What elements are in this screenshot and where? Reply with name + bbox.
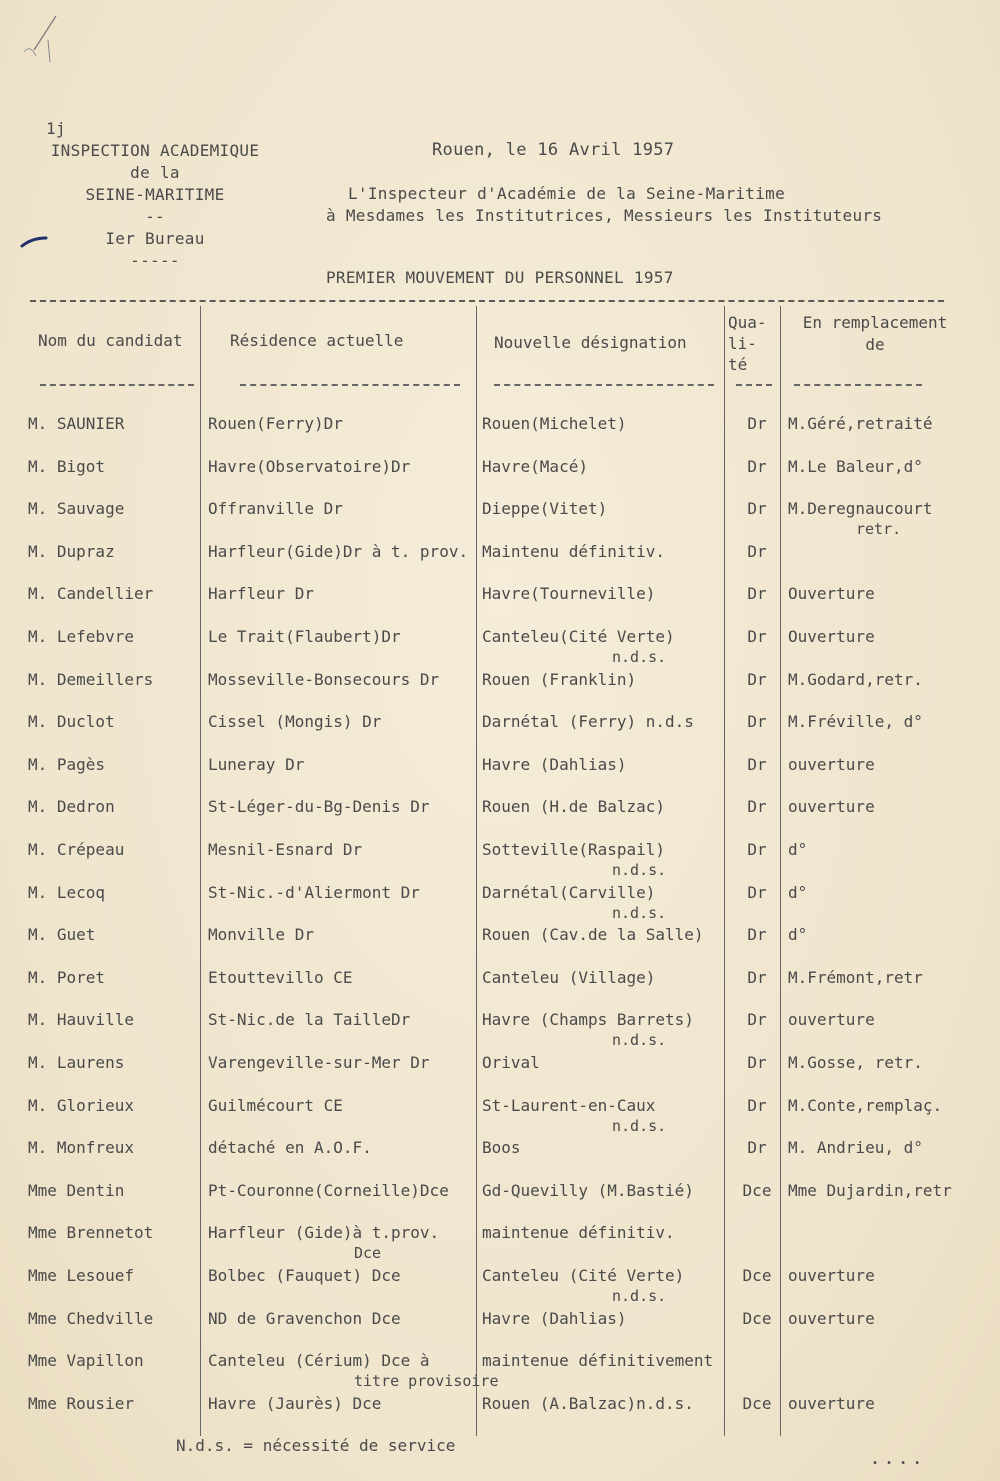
current-residence: détaché en A.O.F. (208, 1138, 372, 1158)
top-rule (30, 300, 944, 302)
candidate-name: M. Hauville (28, 1010, 134, 1030)
new-assignment: Boos (482, 1138, 521, 1158)
replacement: M. Andrieu, d° (788, 1138, 923, 1158)
table-row (24, 457, 980, 499)
personnel-table (24, 296, 980, 1436)
table-row (24, 1351, 980, 1393)
reference-code: 1j (46, 119, 66, 138)
table-row (24, 1096, 980, 1138)
current-residence: Havre (Jaurès) Dce (208, 1393, 382, 1413)
candidate-name: M. Pagès (28, 754, 106, 774)
current-residence: Luneray Dr (208, 754, 305, 774)
header-underline (736, 384, 772, 386)
current-residence: Havre(Observatoire)Dr (208, 456, 411, 476)
candidate-name: M. Demeillers (28, 669, 154, 689)
quality: Dr (747, 1138, 767, 1158)
replacement: M.Godard,retr. (788, 669, 923, 689)
quality: Dr (747, 541, 767, 561)
quality: Dr (747, 882, 767, 902)
candidate-name: M. Lefebvre (28, 627, 134, 646)
table-row (24, 925, 980, 967)
candidate-name: Mme Dentin (28, 1180, 125, 1200)
candidate-name: Mme Lesouef (28, 1266, 134, 1285)
replacement: Mme Dujardin,retr (788, 1180, 952, 1200)
quality: Dr (747, 925, 767, 945)
quality: Dr (747, 797, 767, 817)
new-assignment: Rouen (H.de Balzac) (482, 797, 666, 817)
candidate-name: M. Laurens (28, 1053, 125, 1072)
new-assignment: Rouen (A.Balzac)n.d.s. (482, 1393, 694, 1413)
new-assignment-note: n.d.s. (612, 861, 667, 879)
replacement: M.Deregnaucourt (788, 499, 933, 519)
replacement: Ouverture (788, 627, 875, 646)
replacement: d° (788, 882, 808, 902)
replacement: d° (788, 840, 808, 859)
table-row (24, 584, 980, 626)
new-assignment: Rouen (Franklin) (482, 669, 637, 689)
quality: Dce (742, 1266, 772, 1285)
current-residence: Bolbec (Fauquet) Dce (208, 1266, 401, 1285)
addressee-line: L'Inspecteur d'Académie de la Seine-Maritime (348, 184, 786, 203)
current-residence: Cissel (Mongis) Dr (208, 712, 382, 732)
replacement: ouverture (788, 754, 875, 774)
addressee-line: à Mesdames les Institutrices, Messieurs les Instituteurs (326, 206, 883, 225)
quality: Dr (747, 627, 767, 646)
candidate-name: M. Dedron (28, 797, 115, 817)
quality: Dr (747, 1095, 767, 1115)
current-residence: Varengeville-sur-Mer Dr (208, 1053, 430, 1072)
table-row (24, 840, 980, 882)
current-residence: St-Nic.-d'Aliermont Dr (208, 882, 420, 902)
replacement: M.Géré,retraité (788, 414, 933, 433)
replacement: d° (788, 925, 808, 945)
replacement: Ouverture (788, 584, 875, 604)
office-line: INSPECTION ACADEMIQUE (50, 141, 260, 160)
table-row (24, 1309, 980, 1351)
candidate-name: M. Duclot (28, 712, 115, 732)
table-row (24, 670, 980, 712)
quality: Dr (747, 1010, 767, 1030)
header-underline (40, 384, 194, 386)
current-residence: St-Léger-du-Bg-Denis Dr (208, 797, 430, 817)
header-underline (240, 384, 460, 386)
current-residence: Etouttevillo CE (208, 967, 353, 987)
replacement: ouverture (788, 797, 875, 817)
office-line: -- (145, 207, 165, 226)
table-row (24, 627, 980, 669)
new-assignment: Havre (Dahlias) (482, 1308, 627, 1328)
new-assignment: Havre(Tourneville) (482, 584, 656, 604)
table-row (24, 414, 980, 456)
footnote: N.d.s. = nécessité de service (176, 1436, 456, 1455)
quality: Dr (747, 584, 767, 604)
office-header (30, 118, 280, 272)
quality: Dr (747, 967, 767, 987)
candidate-name: M. Glorieux (28, 1095, 134, 1115)
date-line: Rouen, le 16 Avril 1957 (432, 140, 675, 160)
office-line: ----- (130, 251, 180, 270)
table-row (24, 797, 980, 839)
new-assignment: maintenue définitivement (482, 1351, 714, 1371)
table-row (24, 1181, 980, 1223)
column-header-residence: Résidence actuelle (230, 331, 404, 350)
current-residence: Pt-Couronne(Corneille)Dce (208, 1180, 449, 1200)
office-line: de la (130, 163, 180, 182)
new-assignment: Sotteville(Raspail) (482, 840, 666, 859)
new-assignment: Darnétal(Carville) (482, 882, 656, 902)
current-residence: Canteleu (Cérium) Dce à (208, 1351, 430, 1371)
replacement: M.Gosse, retr. (788, 1053, 923, 1072)
new-assignment: Canteleu (Cité Verte) (482, 1266, 685, 1285)
new-assignment: maintenue définitiv. (482, 1223, 675, 1243)
new-assignment-note: n.d.s. (612, 1287, 667, 1305)
new-assignment-note: n.d.s. (612, 1116, 667, 1135)
current-residence: Harfleur Dr (208, 584, 314, 604)
column-header-quality: Qua- li- té (728, 313, 767, 374)
candidate-name: M. Bigot (28, 456, 106, 476)
new-assignment-note: n.d.s. (612, 903, 667, 922)
current-residence: Guilmécourt CE (208, 1095, 343, 1115)
table-row (24, 712, 980, 754)
table-row (24, 1223, 980, 1265)
candidate-name: M. Poret (28, 967, 106, 987)
table-row (24, 968, 980, 1010)
current-residence: Mesnil-Esnard Dr (208, 840, 363, 859)
replacement: M.Le Baleur,d° (788, 456, 923, 476)
candidate-name: Mme Rousier (28, 1393, 134, 1413)
new-assignment: Rouen(Michelet) (482, 414, 627, 433)
table-row (24, 1053, 980, 1095)
quality: Dr (747, 499, 767, 519)
new-assignment: Dieppe(Vitet) (482, 499, 608, 519)
table-row (24, 755, 980, 797)
header-underline (794, 384, 922, 386)
current-residence: Rouen(Ferry)Dr (208, 414, 343, 433)
current-residence: ND de Gravenchon Dce (208, 1308, 401, 1328)
current-residence: Le Trait(Flaubert)Dr (208, 627, 401, 646)
quality: Dce (742, 1308, 772, 1328)
candidate-name: Mme Brennetot (28, 1223, 154, 1243)
current-residence: St-Nic.de la TailleDr (208, 1010, 411, 1030)
quality: Dr (747, 840, 767, 859)
quality: Dr (747, 456, 767, 476)
quality: Dr (747, 1053, 767, 1072)
candidate-name: M. Candellier (28, 584, 154, 604)
new-assignment: Orival (482, 1053, 540, 1072)
candidate-name: M. Guet (28, 925, 96, 945)
candidate-name: M. Dupraz (28, 541, 115, 561)
replacement-note: retr. (856, 520, 902, 539)
new-assignment: Canteleu (Village) (482, 967, 656, 987)
new-assignment-note: n.d.s. (612, 1031, 667, 1050)
replacement: ouverture (788, 1308, 875, 1328)
replacement: M.Fréville, d° (788, 712, 923, 732)
header-underline (494, 384, 714, 386)
new-assignment: Rouen (Cav.de la Salle) (482, 925, 704, 945)
residence-note: titre provisoire (354, 1372, 499, 1391)
current-residence: Monville Dr (208, 925, 314, 945)
new-assignment: Maintenu définitiv. (482, 541, 666, 561)
new-assignment: Havre (Champs Barrets) (482, 1010, 694, 1030)
new-assignment: Gd-Quevilly (M.Bastié) (482, 1180, 694, 1200)
office-line: SEINE-MARITIME (85, 185, 225, 204)
replacement: ouverture (788, 1010, 875, 1030)
replacement: ouverture (788, 1266, 875, 1285)
quality: Dr (747, 754, 767, 774)
column-header-replacement: En remplacement de (802, 313, 948, 354)
quality: Dr (747, 712, 767, 732)
candidate-name: M. Lecoq (28, 882, 106, 902)
new-assignment: St-Laurent-en-Caux (482, 1095, 656, 1115)
replacement: ouverture (788, 1393, 875, 1413)
table-row (24, 1394, 980, 1436)
new-assignment: Havre(Macé) (482, 456, 588, 476)
replacement: M.Frémont,retr (788, 967, 923, 987)
new-assignment: Canteleu(Cité Verte) (482, 627, 675, 646)
column-header-name: Nom du candidat (38, 331, 183, 350)
table-row (24, 1010, 980, 1052)
table-row (24, 883, 980, 925)
table-row (24, 1138, 980, 1180)
current-residence: Harfleur (Gide)à t.prov. (208, 1223, 440, 1243)
replacement: M.Conte,remplaç. (788, 1095, 943, 1115)
page-dots: • • • • (872, 1458, 922, 1469)
table-row (24, 542, 980, 584)
table-row (24, 499, 980, 541)
residence-note: Dce (354, 1244, 382, 1263)
candidate-name: M. Crépeau (28, 840, 125, 859)
candidate-name: M. Sauvage (28, 499, 125, 519)
new-assignment: Havre (Dahlias) (482, 754, 627, 774)
candidate-name: M. SAUNIER (28, 414, 125, 433)
candidate-name: M. Monfreux (28, 1138, 134, 1158)
current-residence: Harfleur(Gide)Dr à t. prov. (208, 541, 469, 561)
ink-tick-icon (20, 236, 48, 248)
document-title: PREMIER MOUVEMENT DU PERSONNEL 1957 (326, 268, 674, 287)
current-residence: Offranville Dr (208, 499, 343, 519)
candidate-name: Mme Chedville (28, 1308, 154, 1328)
quality: Dr (747, 669, 767, 689)
quality: Dce (742, 1393, 772, 1413)
column-header-new: Nouvelle désignation (494, 333, 687, 352)
candidate-name: Mme Vapillon (28, 1351, 144, 1371)
pencil-mark-icon (18, 12, 68, 67)
new-assignment: Darnétal (Ferry) n.d.s (482, 712, 694, 732)
office-line: Ier Bureau (105, 229, 205, 248)
quality: Dr (747, 414, 767, 433)
quality: Dce (742, 1180, 772, 1200)
new-assignment-note: n.d.s. (612, 648, 667, 666)
current-residence: Mosseville-Bonsecours Dr (208, 669, 440, 689)
table-row (24, 1266, 980, 1308)
